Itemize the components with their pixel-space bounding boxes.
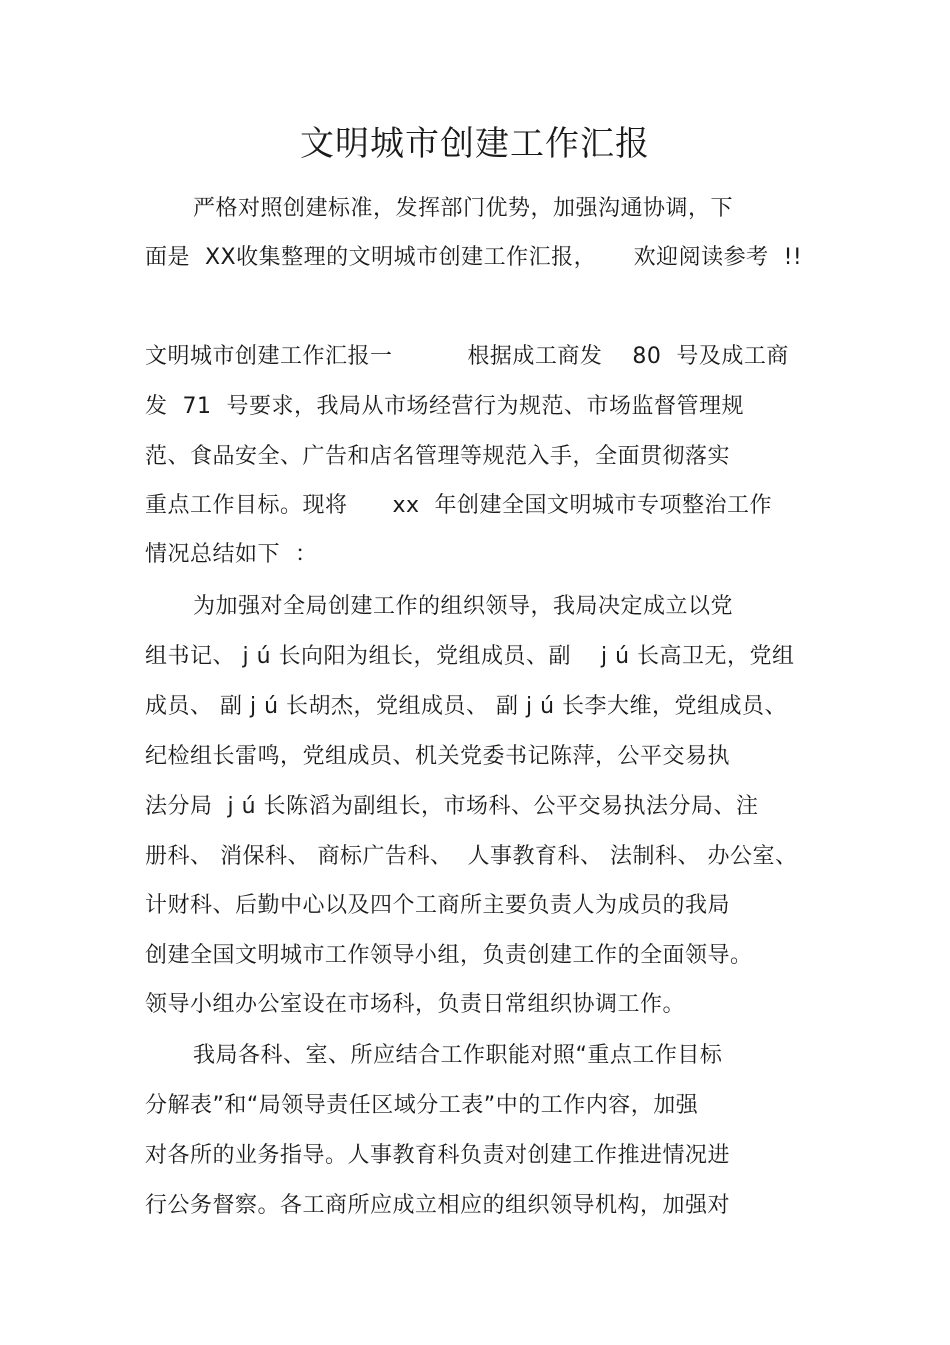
p2-line-5: 法分局 j ú 长陈滔为副组长，市场科、公平交易执法分局、注 [145,794,759,819]
p1-line-4: 重点工作目标。现将 xx 年创建全国文明城市专项整治工作 [145,493,772,518]
p1-line-1: 文明城市创建工作汇报一 根据成工商发 80 号及成工商 [145,344,789,369]
p2-line-4: 纪检组长雷鸣，党组成员、机关党委书记陈萍，公平交易执 [145,744,731,769]
p3-line-4: 行公务督察。各工商所应成立相应的组织领导机构，加强对 [145,1193,731,1218]
p2-line-1: 为加强对全局创建工作的组织领导，我局决定成立以党 [193,594,734,619]
p3-line-1: 我局各科、室、所应结合工作职能对照“重点工作目标 [193,1043,723,1068]
p2-line-8: 创建全国文明城市工作领导小组，负责创建工作的全面领导。 [145,943,753,968]
p2-line-2: 组书记、 j ú 长向阳为组长，党组成员、副 j ú 长高卫无，党组 [145,644,795,669]
p1-line-5: 情况总结如下 ： [145,542,318,567]
p2-line-9: 领导小组办公室设在市场科，负责日常组织协调工作。 [145,992,686,1017]
p3-line-3: 对各所的业务指导。人事教育科负责对创建工作推进情况进 [145,1143,731,1168]
p2-line-7: 计财科、后勤中心以及四个工商所主要负责人为成员的我局 [145,893,731,918]
p1-line-3: 范、食品安全、广告和店名管理等规范入手，全面贯彻落实 [145,444,731,469]
p2-line-6: 册科、 消保科、 商标广告科、 人事教育科、 法制科、 办公室、 [145,844,798,869]
document-title: 文明城市创建工作汇报 [300,124,650,164]
intro-line-1: 严格对照创建标准，发挥部门优势，加强沟通协调，下 [193,196,734,221]
intro-line-2: 面是 XX收集整理的文明城市创建工作汇报， 欢迎阅读参考 !! [145,245,803,270]
p3-line-2: 分解表”和“局领导责任区域分工表”中的工作内容，加强 [145,1093,699,1118]
p1-line-2: 发 71 号要求，我局从市场经营行为规范、市场监督管理规 [145,394,744,419]
p2-line-3: 成员、 副 j ú 长胡杰，党组成员、 副 j ú 长李大维，党组成员、 [145,694,788,719]
